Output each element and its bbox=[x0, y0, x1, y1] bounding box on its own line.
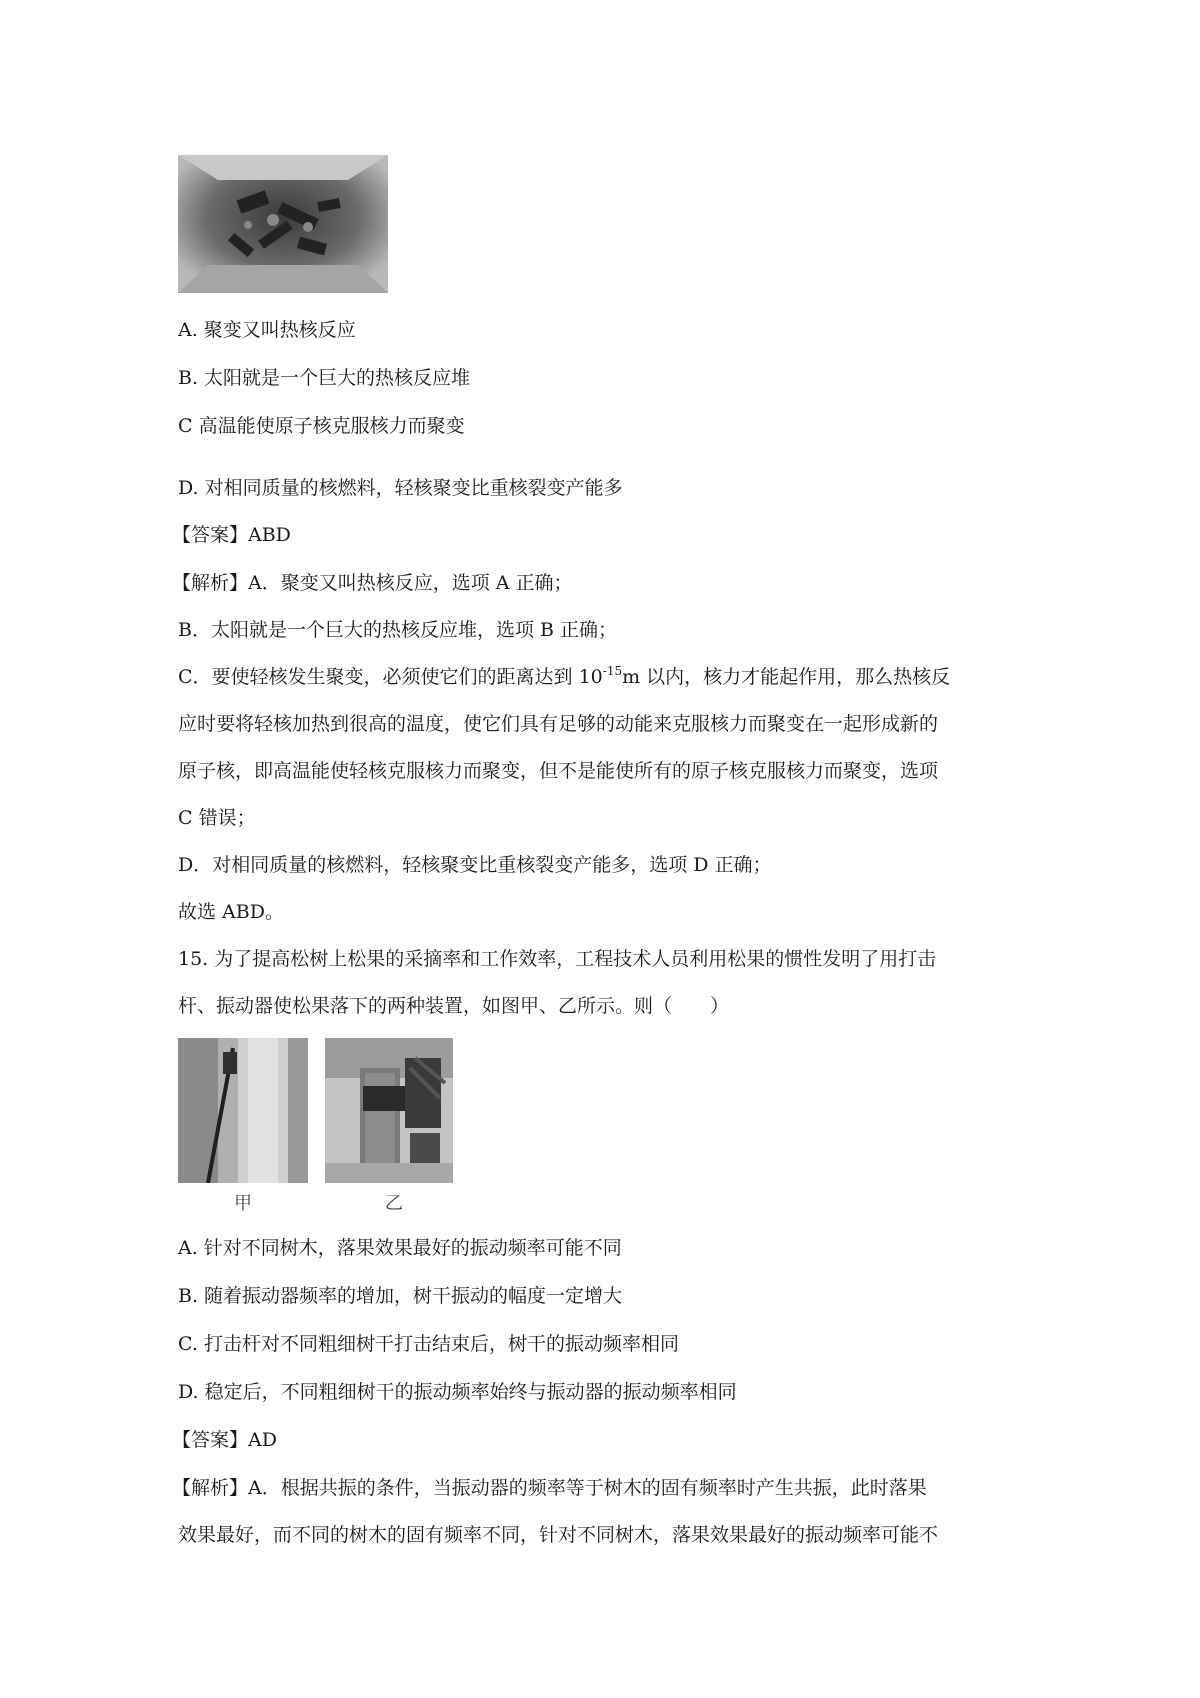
q14-analysis-line-2: B．太阳就是一个巨大的热核反应堆，选项 B 正确； bbox=[178, 619, 618, 641]
pine-tree-shaker-photo bbox=[325, 1038, 453, 1183]
q15-answer: 【答案】AD bbox=[172, 1429, 277, 1451]
q14-analysis-line-3-text: C．要使轻核发生聚变，必须使它们的距离达到 10 bbox=[178, 666, 603, 688]
q15-analysis-line-1: 【解析】A．根据共振的条件，当振动器的频率等于树木的固有频率时产生共振，此时落果 bbox=[172, 1477, 927, 1499]
pine-tree-striker-photo bbox=[178, 1038, 308, 1183]
q15-analysis-line-2: 效果最好，而不同的树木的固有频率不同，针对不同树木，落果效果最好的振动频率可能不 bbox=[178, 1524, 939, 1546]
shaker-image bbox=[325, 1038, 453, 1183]
q15-option-c: C. 打击杆对不同粗细树干打击结束后，树干的振动频率相同 bbox=[178, 1333, 679, 1355]
q14-analysis-line-1: 【解析】A．聚变又叫热核反应，选项 A 正确； bbox=[172, 572, 573, 594]
fusion-reactor-photo bbox=[178, 155, 388, 293]
striker-image bbox=[178, 1038, 308, 1183]
q15-option-a: A. 针对不同树木，落果效果最好的振动频率可能不同 bbox=[178, 1237, 622, 1259]
figure-yi-caption: 乙 bbox=[385, 1193, 403, 1214]
q15-stem-line-1: 15. 为了提高松树上松果的采摘率和工作效率，工程技术人员利用松果的惯性发明了用打击 bbox=[178, 948, 937, 970]
figure-jia-caption: 甲 bbox=[234, 1193, 252, 1214]
q15-option-d: D. 稳定后，不同粗细树干的振动频率始终与振动器的振动频率相同 bbox=[178, 1381, 737, 1403]
q14-exponent: -15 bbox=[602, 664, 623, 678]
q14-option-b: B. 太阳就是一个巨大的热核反应堆 bbox=[178, 367, 471, 389]
fusion-reactor-image bbox=[178, 155, 388, 293]
q14-analysis-line-4: 应时要将轻核加热到很高的温度，使它们具有足够的动能来克服核力而聚变在一起形成新的 bbox=[178, 713, 939, 735]
q15-option-b: B. 随着振动器频率的增加，树干振动的幅度一定增大 bbox=[178, 1285, 623, 1307]
q14-analysis-line-3 bbox=[178, 662, 950, 692]
q14-analysis-line-3-tail: m 以内，核力才能起作用，那么热核反 bbox=[622, 666, 951, 688]
q14-analysis-line-6: C 错误； bbox=[178, 807, 256, 829]
q14-analysis-line-5: 原子核，即高温能使轻核克服核力而聚变，但不是能使所有的原子核克服核力而聚变，选项 bbox=[178, 760, 939, 782]
q14-option-d: D. 对相同质量的核燃料，轻核聚变比重核裂变产能多 bbox=[178, 477, 623, 499]
q15-stem-line-2: 杆、振动器使松果落下的两种装置，如图甲、乙所示。则（ ） bbox=[178, 995, 730, 1017]
q14-answer: 【答案】ABD bbox=[172, 524, 291, 546]
q14-option-a: A. 聚变又叫热核反应 bbox=[178, 319, 356, 341]
q14-analysis-line-7: D．对相同质量的核燃料，轻核聚变比重核裂变产能多，选项 D 正确； bbox=[178, 854, 772, 876]
q14-option-c: C 高温能使原子核克服核力而聚变 bbox=[178, 415, 465, 437]
q14-analysis-line-8: 故选 ABD。 bbox=[178, 901, 284, 923]
